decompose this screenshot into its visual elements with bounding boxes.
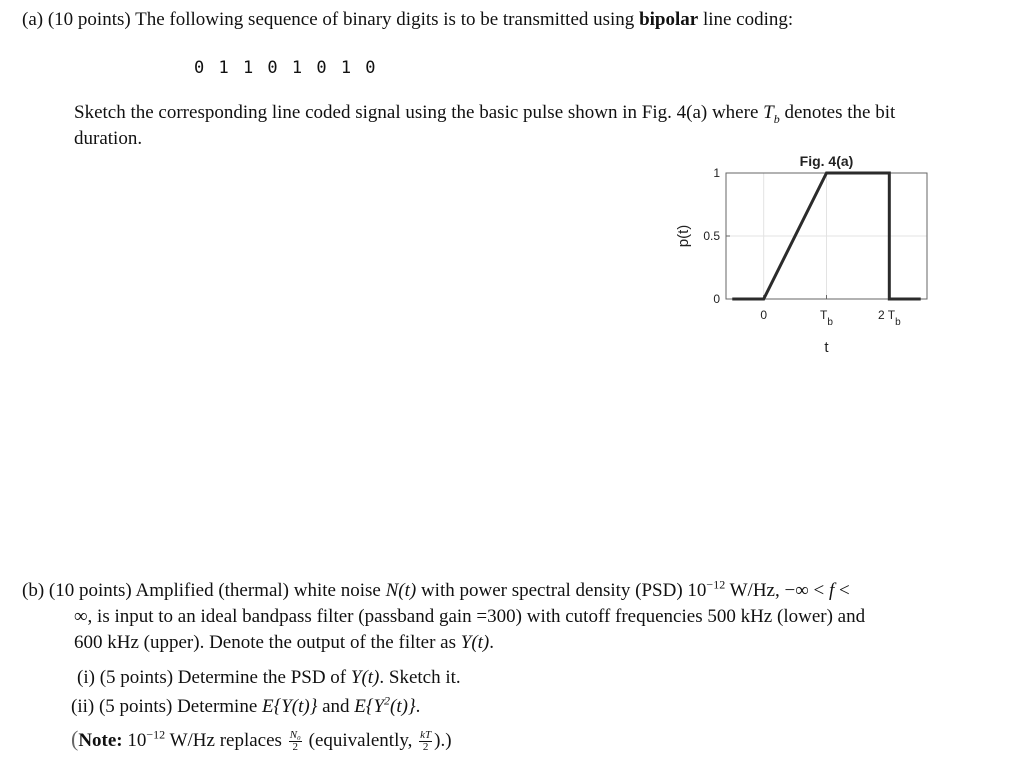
note-exponent: −12 <box>146 727 166 742</box>
x-tick-label-sub: b <box>827 317 833 328</box>
second-moment-end: (t)} <box>390 696 416 717</box>
sub-i-symbol: Y(t) <box>350 667 380 688</box>
n0-over-2-fraction <box>289 730 302 753</box>
kt-over-2-fraction <box>419 730 432 753</box>
sketch-text: Sketch the corresponding line coded signal using the basic pulse shown in Fig. 4(a) where <box>74 102 759 123</box>
pulse-chart <box>670 148 960 368</box>
y-axis-label: p(t) <box>675 224 692 248</box>
chart-grid <box>726 173 927 299</box>
note-open-paren: ( <box>71 726 79 751</box>
coding-scheme: bipolar <box>639 9 699 30</box>
sub-ii-text: Determine <box>177 696 258 717</box>
sub-i-points: (5 points) <box>99 667 174 688</box>
sketch-instruction <box>74 102 895 130</box>
note-label: Note: <box>78 730 123 751</box>
note-value: 10 <box>127 730 147 751</box>
part-a-label: (a) <box>22 9 44 30</box>
x-tick-label <box>820 308 833 328</box>
chart-title: Fig. 4(a) <box>799 153 854 169</box>
sub-question-i <box>77 667 461 689</box>
y-tick-label: 1 <box>713 166 720 180</box>
sub-ii-points: (5 points) <box>98 696 173 717</box>
part-a-intro: The following sequence of binary digits is to be transmitted using <box>135 9 635 30</box>
part-a-prompt <box>22 9 793 31</box>
second-moment-exponent: 2 <box>384 693 391 708</box>
sub-i-end: . Sketch it. <box>379 667 461 688</box>
sub-i-label: (i) <box>77 667 95 688</box>
part-b-text: Amplified (thermal) white noise <box>135 580 381 601</box>
x-tick-label-sub: b <box>895 317 901 328</box>
x-tick-label <box>760 308 767 322</box>
noise-symbol: N(t) <box>385 580 417 601</box>
part-b-line1 <box>22 577 850 602</box>
output-symbol: Y(t) <box>460 632 490 653</box>
y-tick-label: 0 <box>713 292 720 306</box>
part-b-line3-text: 600 kHz (upper). Denote the output of the filter as <box>74 632 456 653</box>
second-moment-expression <box>354 693 416 717</box>
sub-ii-and: and <box>322 696 350 717</box>
bit-sequence: 0 1 1 0 1 0 1 0 <box>194 58 378 78</box>
y-tick-label: 0.5 <box>703 229 720 243</box>
freq-range-text: W/Hz, −∞ < <box>729 580 825 601</box>
sub-question-ii <box>71 693 421 718</box>
chart-ticks <box>703 166 901 328</box>
x-axis-label: t <box>824 339 829 356</box>
x-tick-label-main: T <box>820 308 828 322</box>
x-tick-label-main: 0 <box>760 308 768 322</box>
note-text: W/Hz replaces <box>169 730 282 751</box>
freq-symbol: f <box>828 580 835 601</box>
bit-duration-symbol <box>763 102 780 126</box>
note-line <box>71 728 452 753</box>
part-b-line3-end: . <box>489 632 494 653</box>
frac1-numerator: N₀ <box>289 729 301 742</box>
psd-exponent: −12 <box>706 577 726 592</box>
tb-subscript: b <box>773 111 780 126</box>
part-a-intro-end: line coding: <box>702 9 794 30</box>
sub-ii-end: . <box>415 696 421 717</box>
sub-ii-label: (ii) <box>71 696 95 717</box>
note-close: ).) <box>434 730 452 751</box>
part-b-label: (b) <box>22 580 45 601</box>
sketch-instruction-line2: duration. <box>74 128 143 149</box>
part-b-line3 <box>74 632 494 654</box>
part-b-points: (10 points) <box>48 580 132 601</box>
freq-less-than: < <box>839 580 850 601</box>
frac2-numerator: kT <box>420 729 432 742</box>
tb-symbol: T <box>763 102 774 123</box>
x-tick-label <box>878 308 901 328</box>
psd-text: with power spectral density (PSD) 10 <box>420 580 707 601</box>
frac2-denominator: 2 <box>422 741 429 754</box>
part-a-points: (10 points) <box>47 9 131 30</box>
mean-expression: E{Y(t)} <box>262 696 318 717</box>
note-equivalently: (equivalently, <box>308 730 413 751</box>
x-tick-label-main: 2 T <box>877 308 896 322</box>
frac1-denominator: 2 <box>292 741 299 754</box>
second-moment-base: E{Y <box>354 696 385 717</box>
sub-i-text: Determine the PSD of <box>177 667 347 688</box>
part-b-line2: ∞, is input to an ideal bandpass filter (passband gain =300) with cutoff frequencies 500 kHz (lower) and <box>74 606 866 627</box>
sketch-text-end: denotes the bit <box>784 102 896 123</box>
